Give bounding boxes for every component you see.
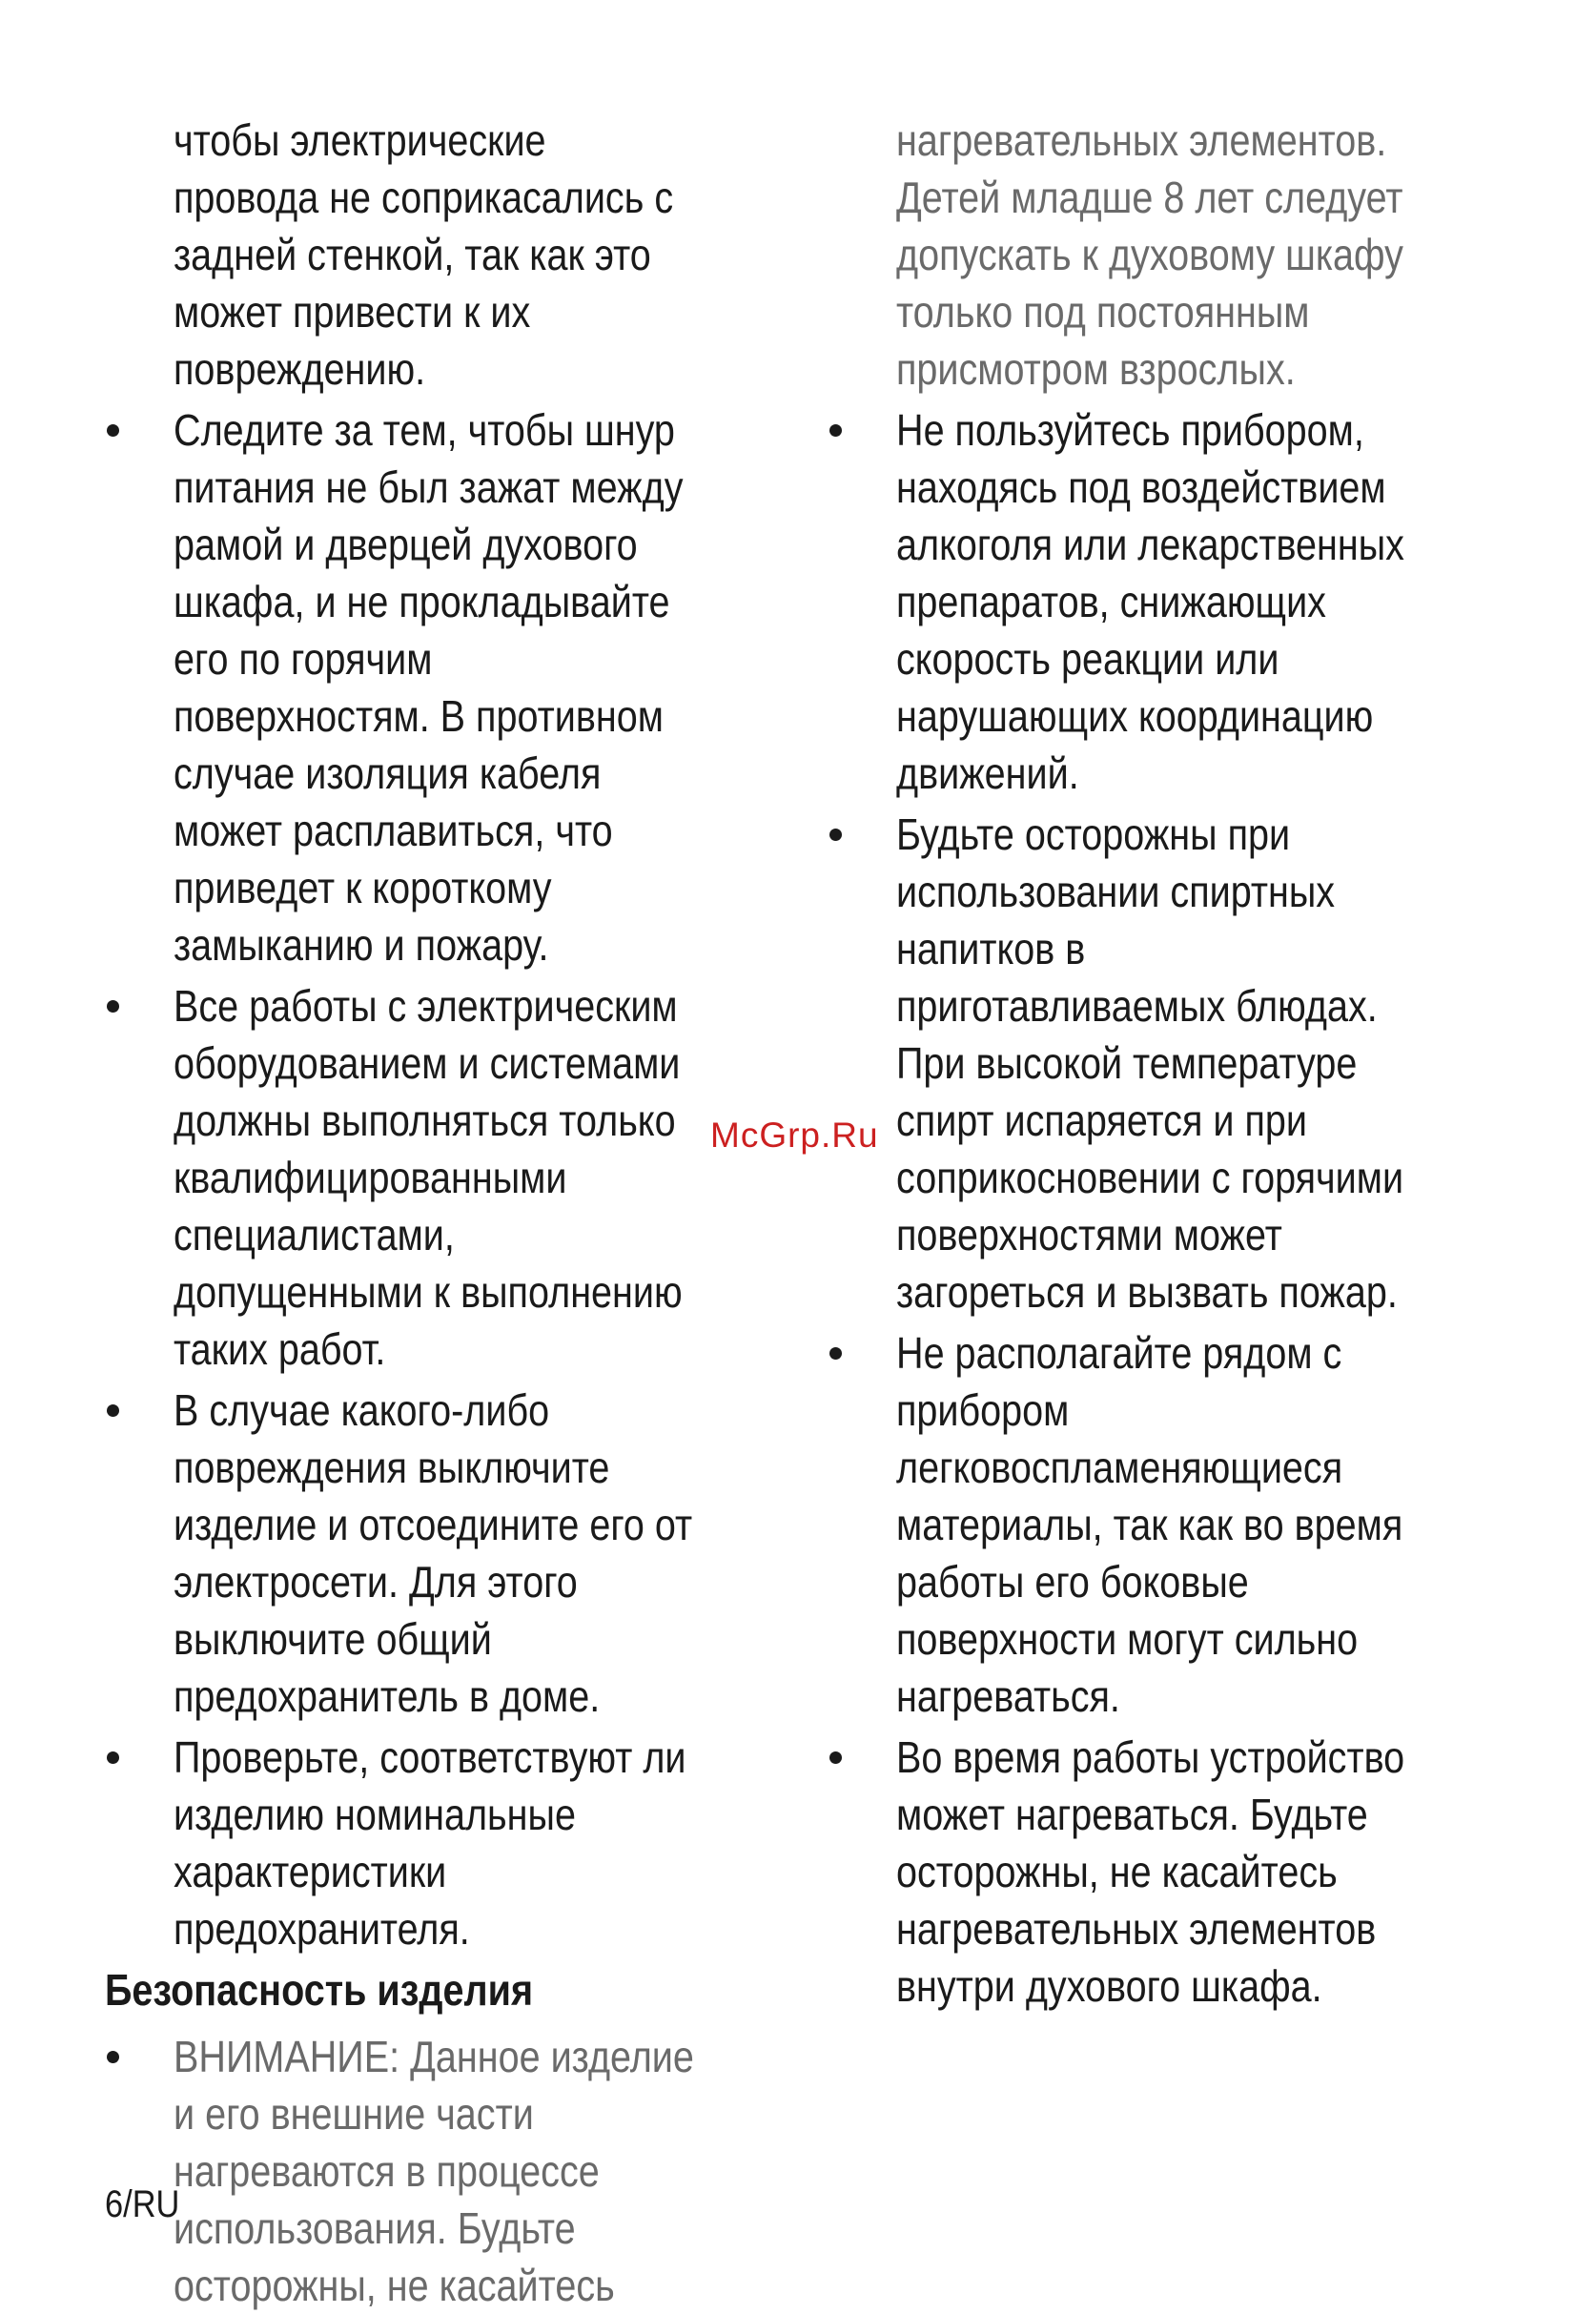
- continuation-text: чтобы электрические провода не соприкасались с задней стенкой, так как это может привести к их повреждению.: [174, 115, 674, 394]
- list-item-warning: [105, 2028, 715, 2314]
- bullet-icon: [828, 806, 898, 863]
- list-item-text: Не располагайте рядом с прибором легковоспламеняющиеся материалы, так как во время работы его боковые поверхности могут сильно нагреваться.: [896, 1328, 1403, 1721]
- bullet-icon: [105, 401, 175, 459]
- page-number: 6/RU: [105, 2183, 180, 2225]
- list-item: [105, 401, 715, 973]
- continuation-text: нагревательных элементов. Детей младше 8 лет следует допускать к духовому шкафу только под постоянным присмотром взрослых.: [896, 115, 1403, 394]
- warning-text: ВНИМАНИЕ: Данное изделие и его внешние части нагреваются в процессе использования. Будьте осторожны, не касайтесь: [174, 2032, 694, 2310]
- left-continuation: [105, 112, 715, 398]
- list-item: [105, 1382, 715, 1725]
- list-item-text: Будьте осторожны при использовании спиртных напитков в приготавливаемых блюдах. При высокой температуре спирт испаряется и при соприкосновении с горячими поверхностями может загореться и вызвать пожар.: [896, 809, 1404, 1317]
- list-item: [105, 977, 715, 1378]
- right-column: [828, 112, 1438, 2015]
- list-item-text: Проверьте, соответствуют ли изделию номинальные характеристики предохранителя.: [174, 1732, 686, 1954]
- list-item: [828, 1324, 1438, 1725]
- list-item-text: Следите за тем, чтобы шнур питания не был зажат между рамой и дверцей духового шкафа, и не прокладывайте его по горячим поверхностям. В противном случае изоляция кабеля может расплавиться, что приведет к короткому замыканию и пожару.: [174, 405, 684, 970]
- bullet-icon: [828, 1324, 898, 1382]
- watermark: McGrp.Ru: [710, 1116, 879, 1155]
- list-item: [828, 1729, 1438, 2015]
- list-item: [828, 806, 1438, 1321]
- bullet-icon: [828, 1729, 898, 1786]
- bullet-icon: [105, 977, 175, 1034]
- bullet-icon: [105, 1382, 175, 1439]
- bullet-icon: [828, 401, 898, 459]
- list-item: [828, 401, 1438, 802]
- list-item-text: Не пользуйтесь прибором, находясь под воздействием алкоголя или лекарственных препаратов, снижающих скорость реакции или нарушающих координацию движений.: [896, 405, 1404, 798]
- list-item-text: Во время работы устройство может нагреваться. Будьте осторожны, не касайтесь нагревательных элементов внутри духового шкафа.: [896, 1732, 1405, 2011]
- bullet-icon: [105, 2028, 175, 2085]
- list-item-text: В случае какого-либо повреждения выключите изделие и отсоедините его от электросети. Для этого выключите общий предохранитель в доме.: [174, 1385, 693, 1721]
- section-heading: Безопасность изделия: [105, 1965, 534, 2015]
- list-item: [105, 1729, 715, 1957]
- left-column: [105, 112, 715, 2314]
- bullet-icon: [105, 1729, 175, 1786]
- right-continuation: [828, 112, 1438, 398]
- list-item-text: Все работы с электрическим оборудованием и системами должны выполняться только квалифицированными специалистами, допущенными к выполнению таких работ.: [174, 981, 683, 1374]
